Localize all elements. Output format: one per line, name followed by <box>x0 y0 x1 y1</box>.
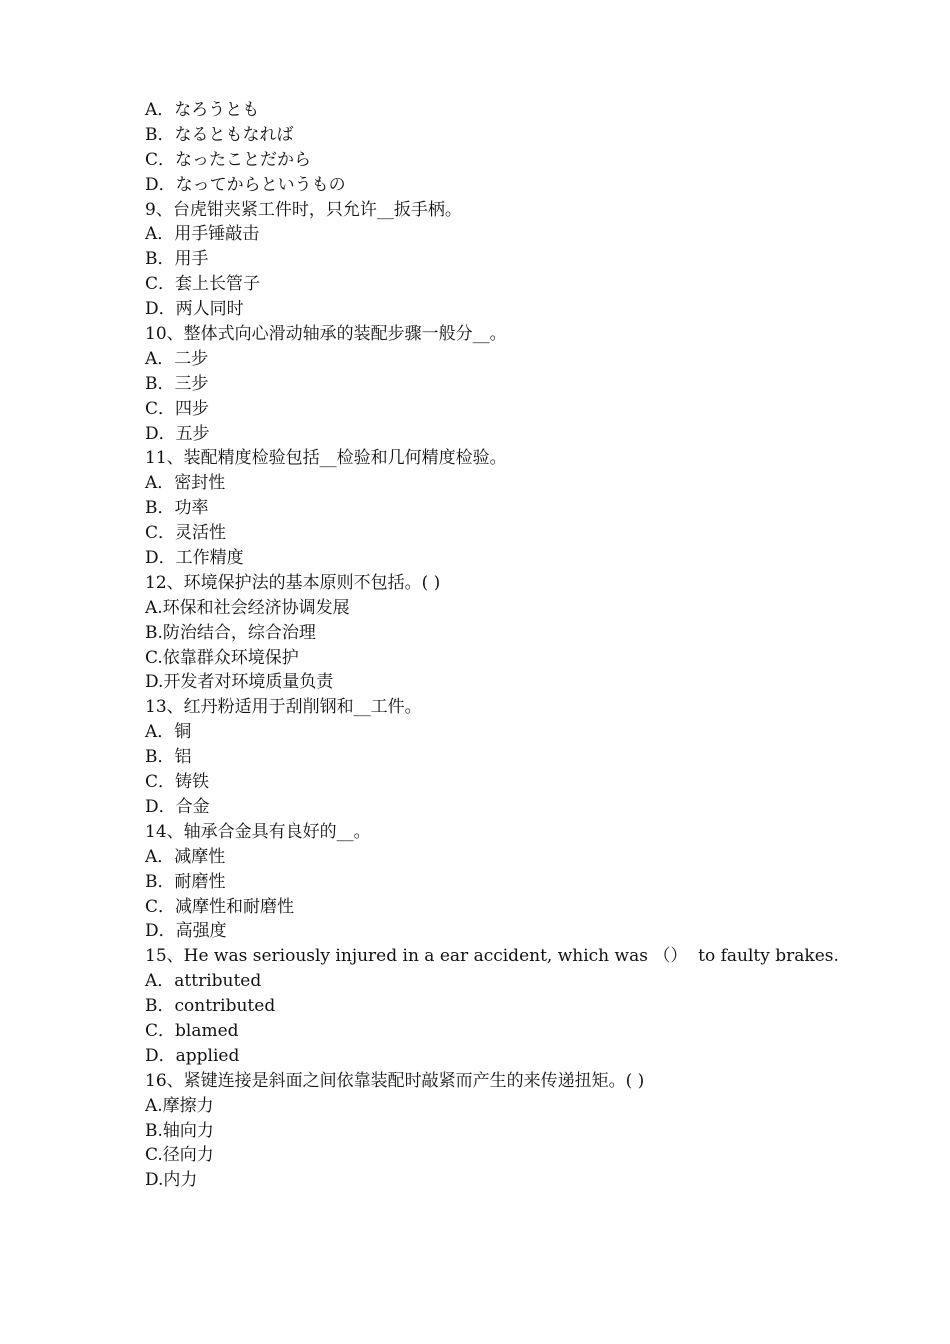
question-text: 14、轴承合金具有良好的__。 <box>145 821 371 842</box>
question-text: 12、环境保护法的基本原则不包括。( ) <box>145 572 441 593</box>
option-line: C．铸铁 <box>145 772 210 793</box>
option-line: D.开发者对环境质量负责 <box>145 672 334 693</box>
option-line: A．密封性 <box>145 473 226 494</box>
option-line: A．なろうとも <box>145 100 260 120</box>
option-line: C．套上长管子 <box>145 274 261 295</box>
option-line: B.防治结合，综合治理 <box>145 622 316 643</box>
option-line: D．两人同时 <box>145 299 244 320</box>
question-text: 13、红丹粉适用于刮削钢和__工件。 <box>145 697 422 718</box>
option-line: C．灵活性 <box>145 523 227 544</box>
option-line: A．减摩性 <box>145 846 226 867</box>
option-line: D．applied <box>145 1045 240 1066</box>
document-page <box>145 98 845 1193</box>
option-line: B．三步 <box>145 373 209 394</box>
question-text: 11、装配精度检验包括__检验和几何精度检验。 <box>145 448 507 469</box>
option-line: C．なったことだから <box>145 149 312 170</box>
option-line: A．铜 <box>145 722 192 743</box>
option-line: B.轴向力 <box>145 1120 214 1141</box>
option-line: D．高强度 <box>145 921 227 942</box>
option-line: C．blamed <box>145 1020 239 1041</box>
question-15 <box>145 944 845 1068</box>
question-14 <box>145 820 845 944</box>
option-line: D．なってからというもの <box>145 174 346 195</box>
option-line: C．四步 <box>145 398 210 419</box>
option-line: C．减摩性和耐磨性 <box>145 896 295 917</box>
question-16 <box>145 1069 845 1193</box>
continued-options <box>145 98 845 198</box>
question-11 <box>145 446 845 570</box>
question-text: 10、整体式向心滑动轴承的装配步骤一般分__。 <box>145 324 507 345</box>
option-line: D．工作精度 <box>145 548 244 569</box>
option-line: A．attributed <box>145 971 262 992</box>
option-line: D．五步 <box>145 423 210 444</box>
option-line: D．合金 <box>145 796 210 817</box>
option-line: B．用手 <box>145 249 209 270</box>
question-10 <box>145 322 845 446</box>
option-line: B．耐磨性 <box>145 871 226 892</box>
option-line: A．二步 <box>145 348 209 369</box>
option-line: B．なるともなれば <box>145 124 294 145</box>
option-line: D.内力 <box>145 1170 198 1191</box>
option-line: C.径向力 <box>145 1145 214 1166</box>
option-line: C.依靠群众环境保护 <box>145 647 299 668</box>
question-9 <box>145 198 845 322</box>
option-line: A．用手锤敲击 <box>145 224 260 245</box>
question-12 <box>145 571 845 695</box>
option-line: B．contributed <box>145 996 276 1017</box>
option-line: A.环保和社会经济协调发展 <box>145 597 350 618</box>
option-line: B．功率 <box>145 498 209 519</box>
question-text: 16、紧键连接是斜面之间依靠装配时敲紧而产生的来传递扭矩。( ) <box>145 1070 645 1091</box>
option-line: B．铝 <box>145 747 192 768</box>
question-text: 9、台虎钳夹紧工件时，只允许__扳手柄。 <box>145 199 462 220</box>
question-13 <box>145 695 845 819</box>
question-text: 15、He was seriously injured in a ear accident, which was （） to faulty brakes. <box>145 946 839 967</box>
option-line: A.摩擦力 <box>145 1095 214 1116</box>
